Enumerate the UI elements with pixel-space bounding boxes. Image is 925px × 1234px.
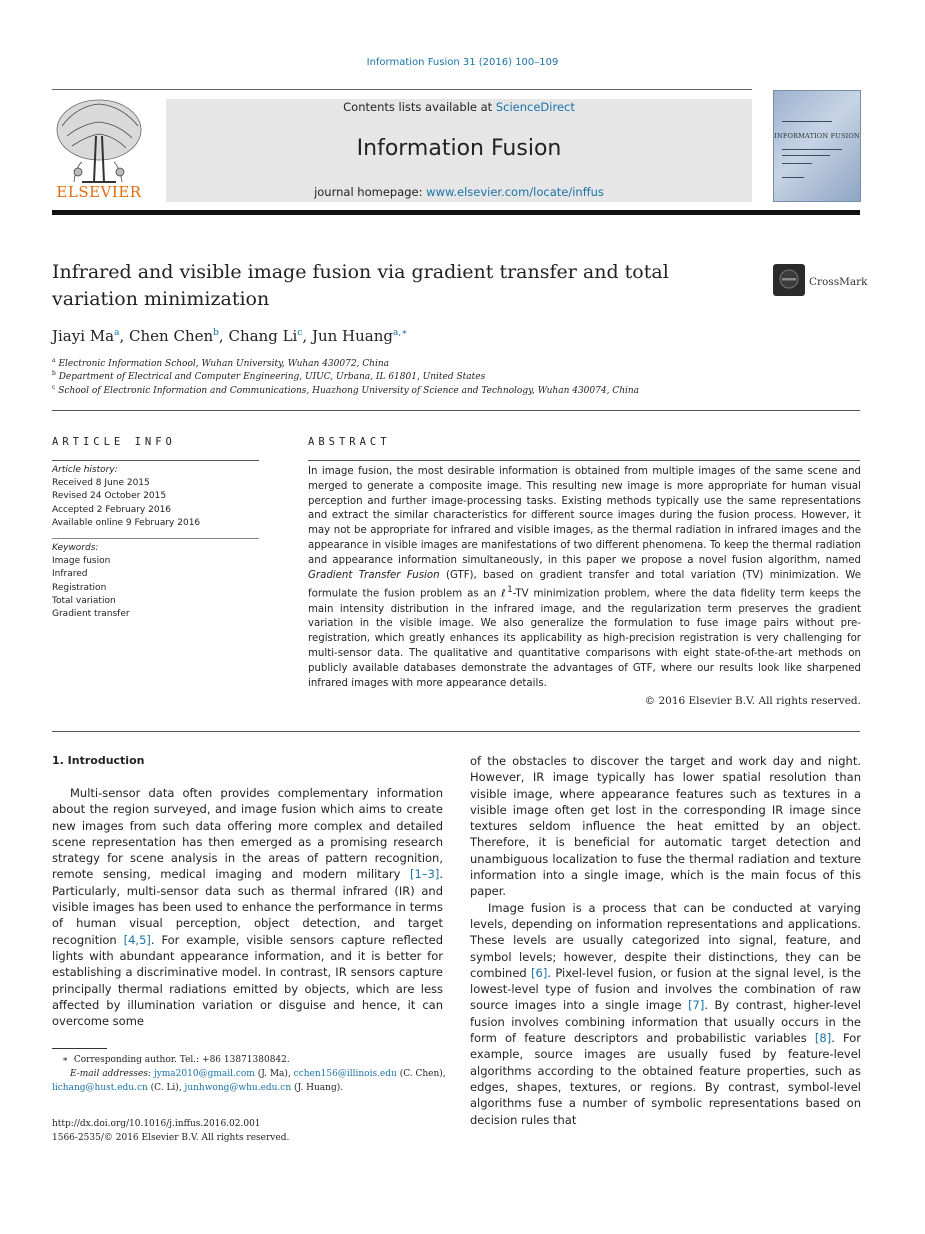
doi-link[interactable]: http://dx.doi.org/10.1016/j.inffus.2016.02.001 [52, 1119, 261, 1129]
homepage-prefix: journal homepage: [314, 185, 427, 199]
contents-prefix: Contents lists available at [343, 100, 496, 114]
keywords-label: Keywords: [52, 543, 99, 553]
paper-title: Infrared and visible image fusion via gradient transfer and total variation minimization [52, 261, 669, 310]
author-affil-marker[interactable]: c [297, 328, 303, 338]
author-name: Jiayi Ma [52, 327, 115, 345]
citation-link[interactable]: [8] [814, 1031, 832, 1046]
history-item: Available online 9 February 2016 [52, 518, 201, 528]
text-run: . For example, visible sensors capture reflected lights with abundant appearance information, and it is better for establishing a discriminative model. In contrast, IR sensors capture principally thermal radiations emitted by objects, which are less affected by illumination variation or disguise and hence, it can overcome some [52, 932, 443, 1029]
affiliation [52, 357, 389, 369]
author-affil-marker[interactable]: a,∗ [393, 328, 408, 338]
abstract-body [308, 465, 861, 691]
email-link[interactable]: lichang@hust.edu.cn [52, 1083, 148, 1093]
journal-reference[interactable]: Information Fusion 31 (2016) 100–109 [366, 57, 559, 68]
citation-link[interactable]: [1–3] [409, 867, 440, 882]
elsevier-wordmark: ELSEVIER [56, 183, 142, 201]
history-item: Revised 24 October 2015 [52, 491, 167, 501]
affiliation-text: School of Electronic Information and Communications, Huazhong University of Science and Technology, Wuhan 430074, China [58, 386, 640, 396]
method-name: Gradient Transfer Fusion [308, 569, 440, 581]
history-item: Received 8 June 2015 [52, 478, 150, 488]
journal-title: Information Fusion [356, 136, 562, 161]
crossmark-label[interactable]: CrossMark [809, 276, 868, 288]
affiliation [52, 370, 485, 382]
email-owner: (C. Chen), [396, 1069, 446, 1079]
text-run: . For example, source images are usually fused by feature-level algorithms according to the obtained feature properties, such as edges, shapes, textures, or regions. By contrast, symbol-level algorithms fuse a number of symbolic representations based on decision rules that [470, 1031, 862, 1127]
divider [52, 460, 259, 461]
divider [308, 460, 860, 461]
cover-decoration [782, 121, 832, 122]
divider [52, 538, 259, 539]
email-owner: (J. Ma), [254, 1069, 294, 1079]
corresponding-author-note [62, 1055, 290, 1065]
abstract-part: In image fusion, the most desirable information is obtained from multiple images of the same scene and merged to generate a composite image. This resulting new image is more appropriate for human visual perception and further image-processing tasks. Existing methods typically use the same representations and extract the similar characteristics for different source images during the fusion process. However, it may not be appropriate for infrared and visible images, as the thermal radiation in infrared images and the appearance in visible images are manifestations of two different phenomena. To keep the thermal radiation and appearance information simultaneously, in this paper we propose a novel fusion algorithm, named [308, 466, 861, 566]
text-run: . Particularly, multi-sensor data such as thermal infrared (IR) and visible images has been used to enhance the performance in terms of human visual perception, object detection, and target recognition [52, 867, 443, 947]
text-run: Multi-sensor data often provides complementary information about the region surveyed, and image fusion which aims to create new images from such data offering more complex and detailed scene representation has then emerged as a promising research strategy for scene analysis in the areas of pattern recognition, remote sensing, medical imaging and modern military [52, 786, 443, 882]
journal-cover-thumbnail[interactable] [773, 90, 861, 202]
norm-superscript: 1 [507, 585, 513, 596]
sciencedirect-link[interactable]: ScienceDirect [495, 100, 575, 114]
text-run: . Pixel-level fusion, or fusion at the signal level, is the lowest-level type of fusion and involves the combination of raw source images into a single image [470, 965, 861, 1013]
homepage-line [166, 185, 752, 199]
citation-link[interactable]: [6] [531, 965, 548, 980]
email-link[interactable]: cchen156@illinois.edu [293, 1069, 397, 1079]
email-link[interactable]: jyma2010@gmail.com [153, 1069, 255, 1079]
paragraph: of the obstacles to discover the target and work day and night. However, IR image typically has lower spatial resolution than visible image, where appearance features such as textures in a visible image often get lost in the corresponding IR image since textures seldom influence the heat emitted by an object. Therefore, it is beneficial for automatic target detection and unambiguous localization to fuse the thermal radiation and texture information into a single image, which is the main focus of this paper. [470, 754, 861, 899]
email-label: E-mail addresses: [70, 1069, 154, 1079]
keyword: Total variation [52, 596, 116, 606]
affiliation-text: Electronic Information School, Wuhan University, Wuhan 430072, China [58, 359, 389, 369]
footnote-text: Corresponding author. Tel.: +86 13871380842. [73, 1055, 290, 1065]
keyword: Gradient transfer [52, 609, 130, 619]
abstract-part: (GTF), based on gradient transfer and total variation (TV) minimization. We formulate the fusion problem as an [308, 569, 861, 600]
footnote-rule [52, 1048, 107, 1049]
cover-decoration [782, 177, 804, 178]
email-footnote-line2 [52, 1083, 343, 1093]
text-run: . By contrast, higher-level fusion involves combining information that usually occurs in the form of feature descriptors and probabilistic variables [470, 998, 861, 1046]
journal-homepage-link[interactable]: www.elsevier.com/locate/inffus [426, 185, 604, 199]
divider [52, 731, 860, 732]
email-owner: (C. Li), [147, 1083, 185, 1093]
author-name: Chang Li [228, 327, 298, 345]
body-column-right [470, 753, 861, 1128]
footnote-marker: ∗ [62, 1055, 69, 1065]
paragraph [52, 785, 443, 1029]
norm-symbol: ℓ [501, 588, 508, 600]
author-affil-marker[interactable]: b [213, 328, 219, 338]
affiliation-key: a [52, 357, 56, 364]
email-footnote-line1 [70, 1069, 446, 1079]
cover-decoration [782, 163, 812, 164]
header-bottom-rule [52, 210, 860, 215]
cover-title: INFORMATION FUSION [774, 132, 860, 140]
contents-line [166, 100, 752, 114]
affiliation-key: c [52, 384, 56, 391]
cover-decoration [782, 155, 830, 156]
keyword: Registration [52, 583, 107, 593]
divider [52, 410, 860, 411]
text-run: Image fusion is a process that can be conducted at varying levels, depending on information representations and applications. These levels are usually categorized into signal, feature, and symbol levels; however, despite their distinctions, they can be combined [470, 900, 861, 980]
email-link[interactable]: junhwong@whu.edu.cn [184, 1083, 292, 1093]
header-top-rule [52, 89, 752, 90]
history-item: Accepted 2 February 2016 [52, 505, 172, 515]
keyword: Infrared [52, 569, 88, 579]
affiliation-text: Department of Electrical and Computer Engineering, UIUC, Urbana, IL 61801, United States [58, 372, 486, 382]
author-affil-marker[interactable]: a [114, 328, 120, 338]
cover-decoration [782, 149, 842, 150]
abstract-part: -TV minimization problem, where the data fidelity term keeps the main intensity distribution in the infrared image, and the regularization term preserves the gradient variation in the visible image. We also generalize the formulation to fuse image pairs without pre-registration, which greatly enhances its applicability as high-precision registration is very challenging for multi-sensor data. The qualitative and quantitative comparisons with eight state-of-the-art methods on publicly available databases demonstrate the advantages of GTF, where our results look like sharpened infrared images with more appearance details. [308, 588, 862, 689]
crossmark-icon[interactable] [773, 264, 805, 296]
paragraph [470, 900, 861, 1128]
section-heading-introduction: 1. Introduction [52, 754, 145, 767]
citation-link[interactable]: [4,5] [123, 932, 151, 947]
copyright-notice: © 2016 Elsevier B.V. All rights reserved. [644, 695, 861, 707]
article-info-heading: ARTICLE INFO [52, 436, 176, 448]
keyword: Image fusion [52, 556, 111, 566]
article-history-label: Article history: [52, 465, 118, 475]
author-name: Jun Huang [311, 327, 393, 345]
abstract-heading: ABSTRACT [308, 436, 391, 448]
body-column-left [52, 785, 443, 1029]
affiliation-key: b [52, 370, 56, 377]
author-name: Chen Chen [129, 327, 214, 345]
issn-copyright: 1566-2535/© 2016 Elsevier B.V. All rights reserved. [52, 1133, 290, 1143]
email-owner: (J. Huang). [291, 1083, 344, 1093]
author-list: Jiayi Ma$^a$, Chen Chen$^b$, Chang Li$^c$, Jun Huang$^{a,∗}$ [52, 327, 408, 345]
affiliation [52, 384, 639, 396]
citation-link[interactable]: [7] [688, 998, 705, 1013]
